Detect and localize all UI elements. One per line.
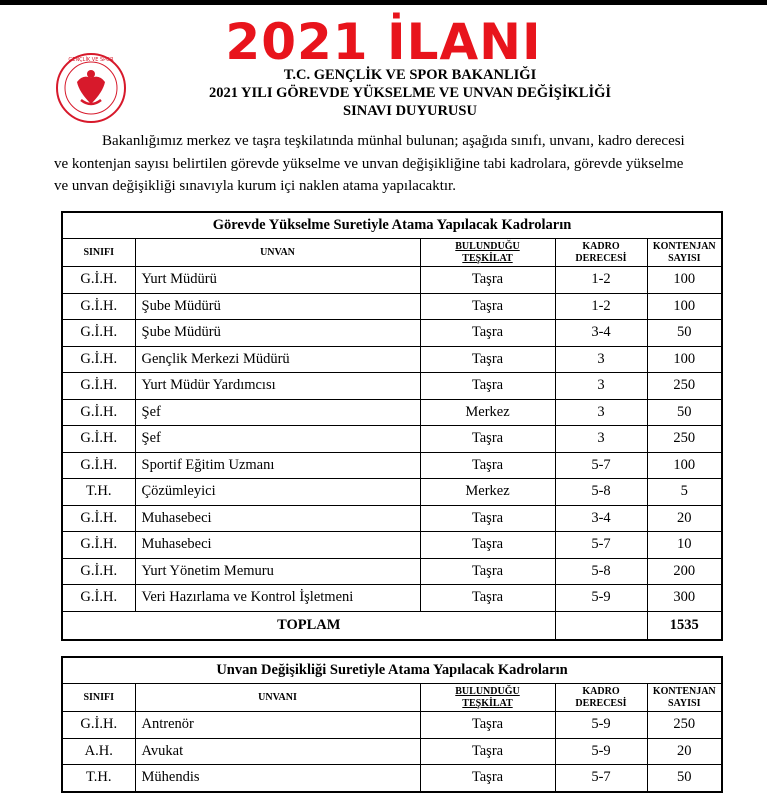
table-row <box>62 346 722 373</box>
cell-derece: 1-2 <box>555 293 647 320</box>
header-line: TEŞKİLAT <box>462 697 513 709</box>
table-body <box>62 712 722 792</box>
cell-sinifi: G.İ.H. <box>62 320 135 347</box>
cell-teskilat: Merkez <box>420 399 555 426</box>
header-line: KADRO <box>582 685 620 697</box>
ministry-name: T.C. GENÇLİK VE SPOR BAKANLIĞI <box>283 67 537 83</box>
cell-derece: 5-9 <box>555 585 647 612</box>
table-caption: Unvan Değişikliği Suretiyle Atama Yapılacak Kadroların <box>62 657 722 684</box>
cell-sinifi: A.H. <box>62 738 135 765</box>
cell-unvan: Yurt Müdür Yardımcısı <box>135 373 420 400</box>
col-header-sinifi: SINIFI <box>62 239 135 267</box>
cell-kontenjan: 50 <box>647 320 722 347</box>
cell-teskilat: Taşra <box>420 293 555 320</box>
intro-paragraph <box>54 130 732 198</box>
cell-unvan: Mühendis <box>135 765 420 792</box>
cell-kontenjan: 300 <box>647 585 722 612</box>
total-label: TOPLAM <box>62 611 555 640</box>
cell-kontenjan: 200 <box>647 558 722 585</box>
document-subtitle: SINAVI DUYURUSU <box>343 103 477 119</box>
cell-kontenjan: 100 <box>647 293 722 320</box>
cell-teskilat: Taşra <box>420 505 555 532</box>
col-header-teskilat <box>420 239 555 267</box>
cell-kontenjan: 20 <box>647 505 722 532</box>
cell-unvan: Sportif Eğitim Uzmanı <box>135 452 420 479</box>
intro-line: ve kontenjan sayısı belirtilen görevde yükselme ve unvan değişikliğine tabi kadrolara, görevde yükselme <box>54 155 684 172</box>
header-line: TEŞKİLAT <box>462 252 513 264</box>
col-header-sinifi: SINIFI <box>62 684 135 712</box>
cell-kontenjan: 250 <box>647 426 722 453</box>
cell-derece: 3 <box>555 399 647 426</box>
document-title: 2021 YILI GÖREVDE YÜKSELME VE UNVAN DEĞİŞİKLİĞİ <box>208 85 612 101</box>
cell-sinifi: G.İ.H. <box>62 426 135 453</box>
promotion-table <box>61 211 723 641</box>
total-value: 1535 <box>647 611 722 640</box>
cell-sinifi: G.İ.H. <box>62 505 135 532</box>
cell-teskilat: Taşra <box>420 346 555 373</box>
cell-teskilat: Taşra <box>420 320 555 347</box>
cell-unvan: Gençlik Merkezi Müdürü <box>135 346 420 373</box>
col-header-derece <box>555 684 647 712</box>
cell-kontenjan: 50 <box>647 399 722 426</box>
table-row <box>62 293 722 320</box>
table-row <box>62 532 722 559</box>
cell-sinifi: T.H. <box>62 765 135 792</box>
cell-derece: 3-4 <box>555 505 647 532</box>
cell-derece: 5-9 <box>555 712 647 739</box>
table-row <box>62 399 722 426</box>
col-header-unvan: UNVAN <box>135 239 420 267</box>
cell-derece: 5-7 <box>555 765 647 792</box>
cell-teskilat: Taşra <box>420 267 555 294</box>
cell-sinifi: T.H. <box>62 479 135 506</box>
cell-kontenjan: 50 <box>647 765 722 792</box>
cell-unvan: Veri Hazırlama ve Kontrol İşletmeni <box>135 585 420 612</box>
cell-unvan: Şube Müdürü <box>135 293 420 320</box>
cell-kontenjan: 100 <box>647 267 722 294</box>
cell-derece: 5-7 <box>555 452 647 479</box>
cell-derece: 5-9 <box>555 738 647 765</box>
cell-derece: 5-8 <box>555 479 647 506</box>
cell-teskilat: Merkez <box>420 479 555 506</box>
table-row <box>62 585 722 612</box>
cell-sinifi: G.İ.H. <box>62 267 135 294</box>
svg-text:GENÇLİK VE SPOR: GENÇLİK VE SPOR <box>68 57 114 63</box>
cell-teskilat: Taşra <box>420 738 555 765</box>
col-header-kontenjan <box>647 684 722 712</box>
cell-derece: 3 <box>555 373 647 400</box>
cell-unvan: Yurt Yönetim Memuru <box>135 558 420 585</box>
cell-sinifi: G.İ.H. <box>62 293 135 320</box>
header-line: SAYISI <box>668 697 701 709</box>
table-row <box>62 479 722 506</box>
cell-unvan: Muhasebeci <box>135 532 420 559</box>
header-line: KONTENJAN <box>652 240 716 252</box>
cell-kontenjan: 250 <box>647 373 722 400</box>
table-caption: Görevde Yükselme Suretiyle Atama Yapılacak Kadroların <box>62 212 722 239</box>
cell-teskilat: Taşra <box>420 712 555 739</box>
table-row <box>62 373 722 400</box>
header-line: DERECESİ <box>575 252 627 264</box>
cell-sinifi: G.İ.H. <box>62 712 135 739</box>
header-line: BULUNDUĞU <box>455 240 520 252</box>
cell-teskilat: Taşra <box>420 585 555 612</box>
cell-kontenjan: 250 <box>647 712 722 739</box>
header-line: BULUNDUĞU <box>455 685 520 697</box>
intro-line: Bakanlığımız merkez ve taşra teşkilatında münhal bulunan; aşağıda sınıfı, unvanı, kadro derecesi <box>102 133 685 149</box>
cell-sinifi: G.İ.H. <box>62 399 135 426</box>
cell-derece: 5-7 <box>555 532 647 559</box>
cell-unvan: Antrenör <box>135 712 420 739</box>
header-line: KONTENJAN <box>652 685 716 697</box>
cell-sinifi: G.İ.H. <box>62 346 135 373</box>
cell-sinifi: G.İ.H. <box>62 532 135 559</box>
total-empty-cell <box>555 611 647 640</box>
table-row <box>62 426 722 453</box>
cell-kontenjan: 100 <box>647 346 722 373</box>
cell-teskilat: Taşra <box>420 426 555 453</box>
header-line: DERECESİ <box>575 697 627 709</box>
cell-unvan: Çözümleyici <box>135 479 420 506</box>
table-row <box>62 320 722 347</box>
col-header-derece <box>555 239 647 267</box>
cell-teskilat: Taşra <box>420 452 555 479</box>
cell-derece: 1-2 <box>555 267 647 294</box>
intro-line: ve unvan değişikliği sınavıyla kurum içi naklen atama yapılacaktır. <box>54 178 456 194</box>
table-row <box>62 738 722 765</box>
cell-sinifi: G.İ.H. <box>62 373 135 400</box>
table-row <box>62 505 722 532</box>
cell-teskilat: Taşra <box>420 373 555 400</box>
cell-unvan: Şube Müdürü <box>135 320 420 347</box>
table-row <box>62 712 722 739</box>
cell-kontenjan: 20 <box>647 738 722 765</box>
cell-teskilat: Taşra <box>420 765 555 792</box>
cell-kontenjan: 10 <box>647 532 722 559</box>
table-row <box>62 452 722 479</box>
cell-unvan: Şef <box>135 426 420 453</box>
cell-derece: 3 <box>555 346 647 373</box>
cell-sinifi: G.İ.H. <box>62 585 135 612</box>
cell-kontenjan: 5 <box>647 479 722 506</box>
cell-unvan: Avukat <box>135 738 420 765</box>
cell-teskilat: Taşra <box>420 558 555 585</box>
announcement-banner: 2021 İLANI <box>225 13 542 71</box>
cell-unvan: Muhasebeci <box>135 505 420 532</box>
col-header-unvan: UNVANI <box>135 684 420 712</box>
table-body <box>62 267 722 612</box>
cell-teskilat: Taşra <box>420 532 555 559</box>
col-header-kontenjan <box>647 239 722 267</box>
title-change-table <box>61 656 723 793</box>
cell-sinifi: G.İ.H. <box>62 558 135 585</box>
table-row <box>62 267 722 294</box>
col-header-teskilat <box>420 684 555 712</box>
top-border <box>0 0 767 5</box>
cell-derece: 3 <box>555 426 647 453</box>
cell-sinifi: G.İ.H. <box>62 452 135 479</box>
cell-derece: 3-4 <box>555 320 647 347</box>
table-row <box>62 558 722 585</box>
cell-unvan: Şef <box>135 399 420 426</box>
cell-kontenjan: 100 <box>647 452 722 479</box>
cell-unvan: Yurt Müdürü <box>135 267 420 294</box>
header-line: KADRO <box>582 240 620 252</box>
header-line: SAYISI <box>668 252 701 264</box>
cell-derece: 5-8 <box>555 558 647 585</box>
table-row <box>62 765 722 792</box>
